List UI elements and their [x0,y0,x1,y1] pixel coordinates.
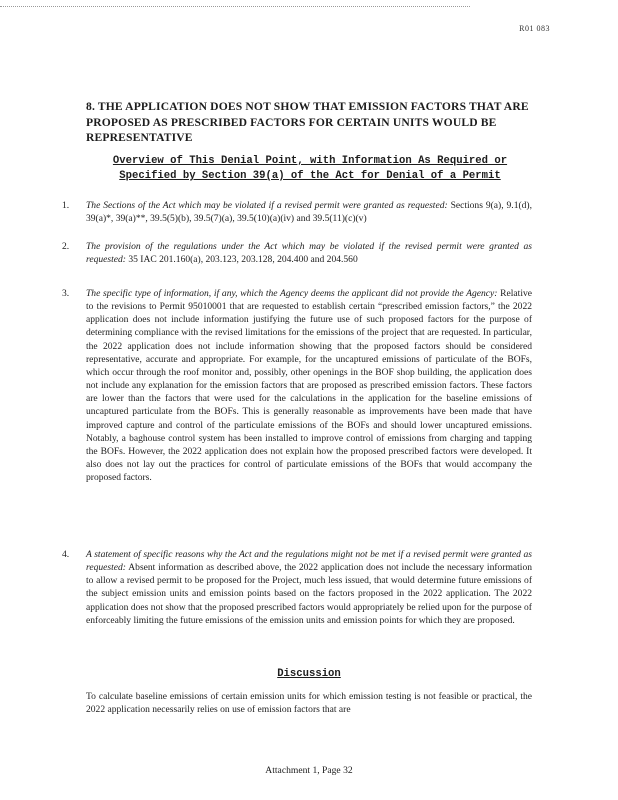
document-code: R01 083 [519,24,550,33]
item-lead: A statement of specific reasons why the Act and the regulations might not be met if a revised permit were granted as requested: [86,549,532,574]
list-item [62,240,532,266]
item-text: 35 IAC 201.160(a), 203.123, 203.128, 204.400 and 204.560 [125,254,358,266]
overview-title: Overview of This Denial Point, with Information As Required or Specified by Section 39(a) of the Act for Denial of a Permit [112,155,508,182]
item-text: Relative to the revisions to Permit 95010001 that are requested to establish certain “prescribed emission factors,” the 2022 application does not include information justifying the future use of such proposed factors for the purpose of determining compliance with the revised limitations for the emissions of the project that are requested. In particular, the 2022 application does not include information showing that the proposed factors should be considered representative, accurate and appropriate. For example, for the uncaptured emissions of particulate of the BOFs, which occur through the roof monitor and, possibly, other openings in the BOF shop building, the application does not include any explanation for the emission factors that are proposed as prescribed emission factors. These factors are lower than the factors that were used for the calculations in the application for the baseline emissions of uncaptured particulate from the BOFs. This is generally reasonable as improvements have been made that have improved capture and control of the particulate emissions of the BOFs and should lower uncaptured emissions. Notably, a baghouse control system has been installed to improve control of emissions from charging and tapping the BOFs. However, the 2022 application does not explain how the proposed prescribed factors were developed. It also does not lay out the practices for control of particulate emissions of the BOFs that would accompany the proposed factors. [86,288,532,484]
scan-edge-line [0,6,470,7]
item-lead: The provision of the regulations under the Act which may be violated if the revised permit were granted as requested: [86,241,532,266]
item-number: 2. [62,241,70,252]
item-lead: The Sections of the Act which may be violated if a revised permit were granted as requested: [86,200,448,211]
discussion-paragraph: To calculate baseline emissions of certain emission units for which emission testing is not feasible or practical, the 2022 application necessarily relies on use of emission factors that are [86,691,532,716]
item-text: Absent information as described above, the 2022 application does not include the necessary information to allow a revised permit to be proposed for the Project, much less issued, that would determine future emissions of the subject emission units and emission points based on the factors proposed in the 2022 application. The 2022 application does not show that the proposed prescribed factors would appropriately be relied upon for the purpose of enforceably limiting the future emissions of the emission units and emission points for which they are proposed. [86,562,532,626]
item-text: Sections 9(a), 9.1(d), 39(a)*, 39(a)**, 39.5(5)(b), 39.5(7)(a), 39.5(10)(a)(iv) and 39.5(11)(c)(v) [86,200,532,225]
list-item [62,287,532,484]
item-lead: The specific type of information, if any, which the Agency deems the applicant did not provide the Agency: [86,288,498,299]
section-heading: 8. THE APPLICATION DOES NOT SHOW THAT EMISSION FACTORS THAT ARE PROPOSED AS PRESCRIBED FACTORS FOR CERTAIN UNITS WOULD BE REPRESENTATIVE [86,100,529,145]
list-item [62,548,532,627]
list-item [62,199,532,225]
item-number: 1. [62,200,70,211]
page-footer: Attachment 1, Page 32 [265,765,353,776]
item-number: 4. [62,549,70,560]
item-number: 3. [62,288,70,299]
discussion-title: Discussion [277,668,341,680]
